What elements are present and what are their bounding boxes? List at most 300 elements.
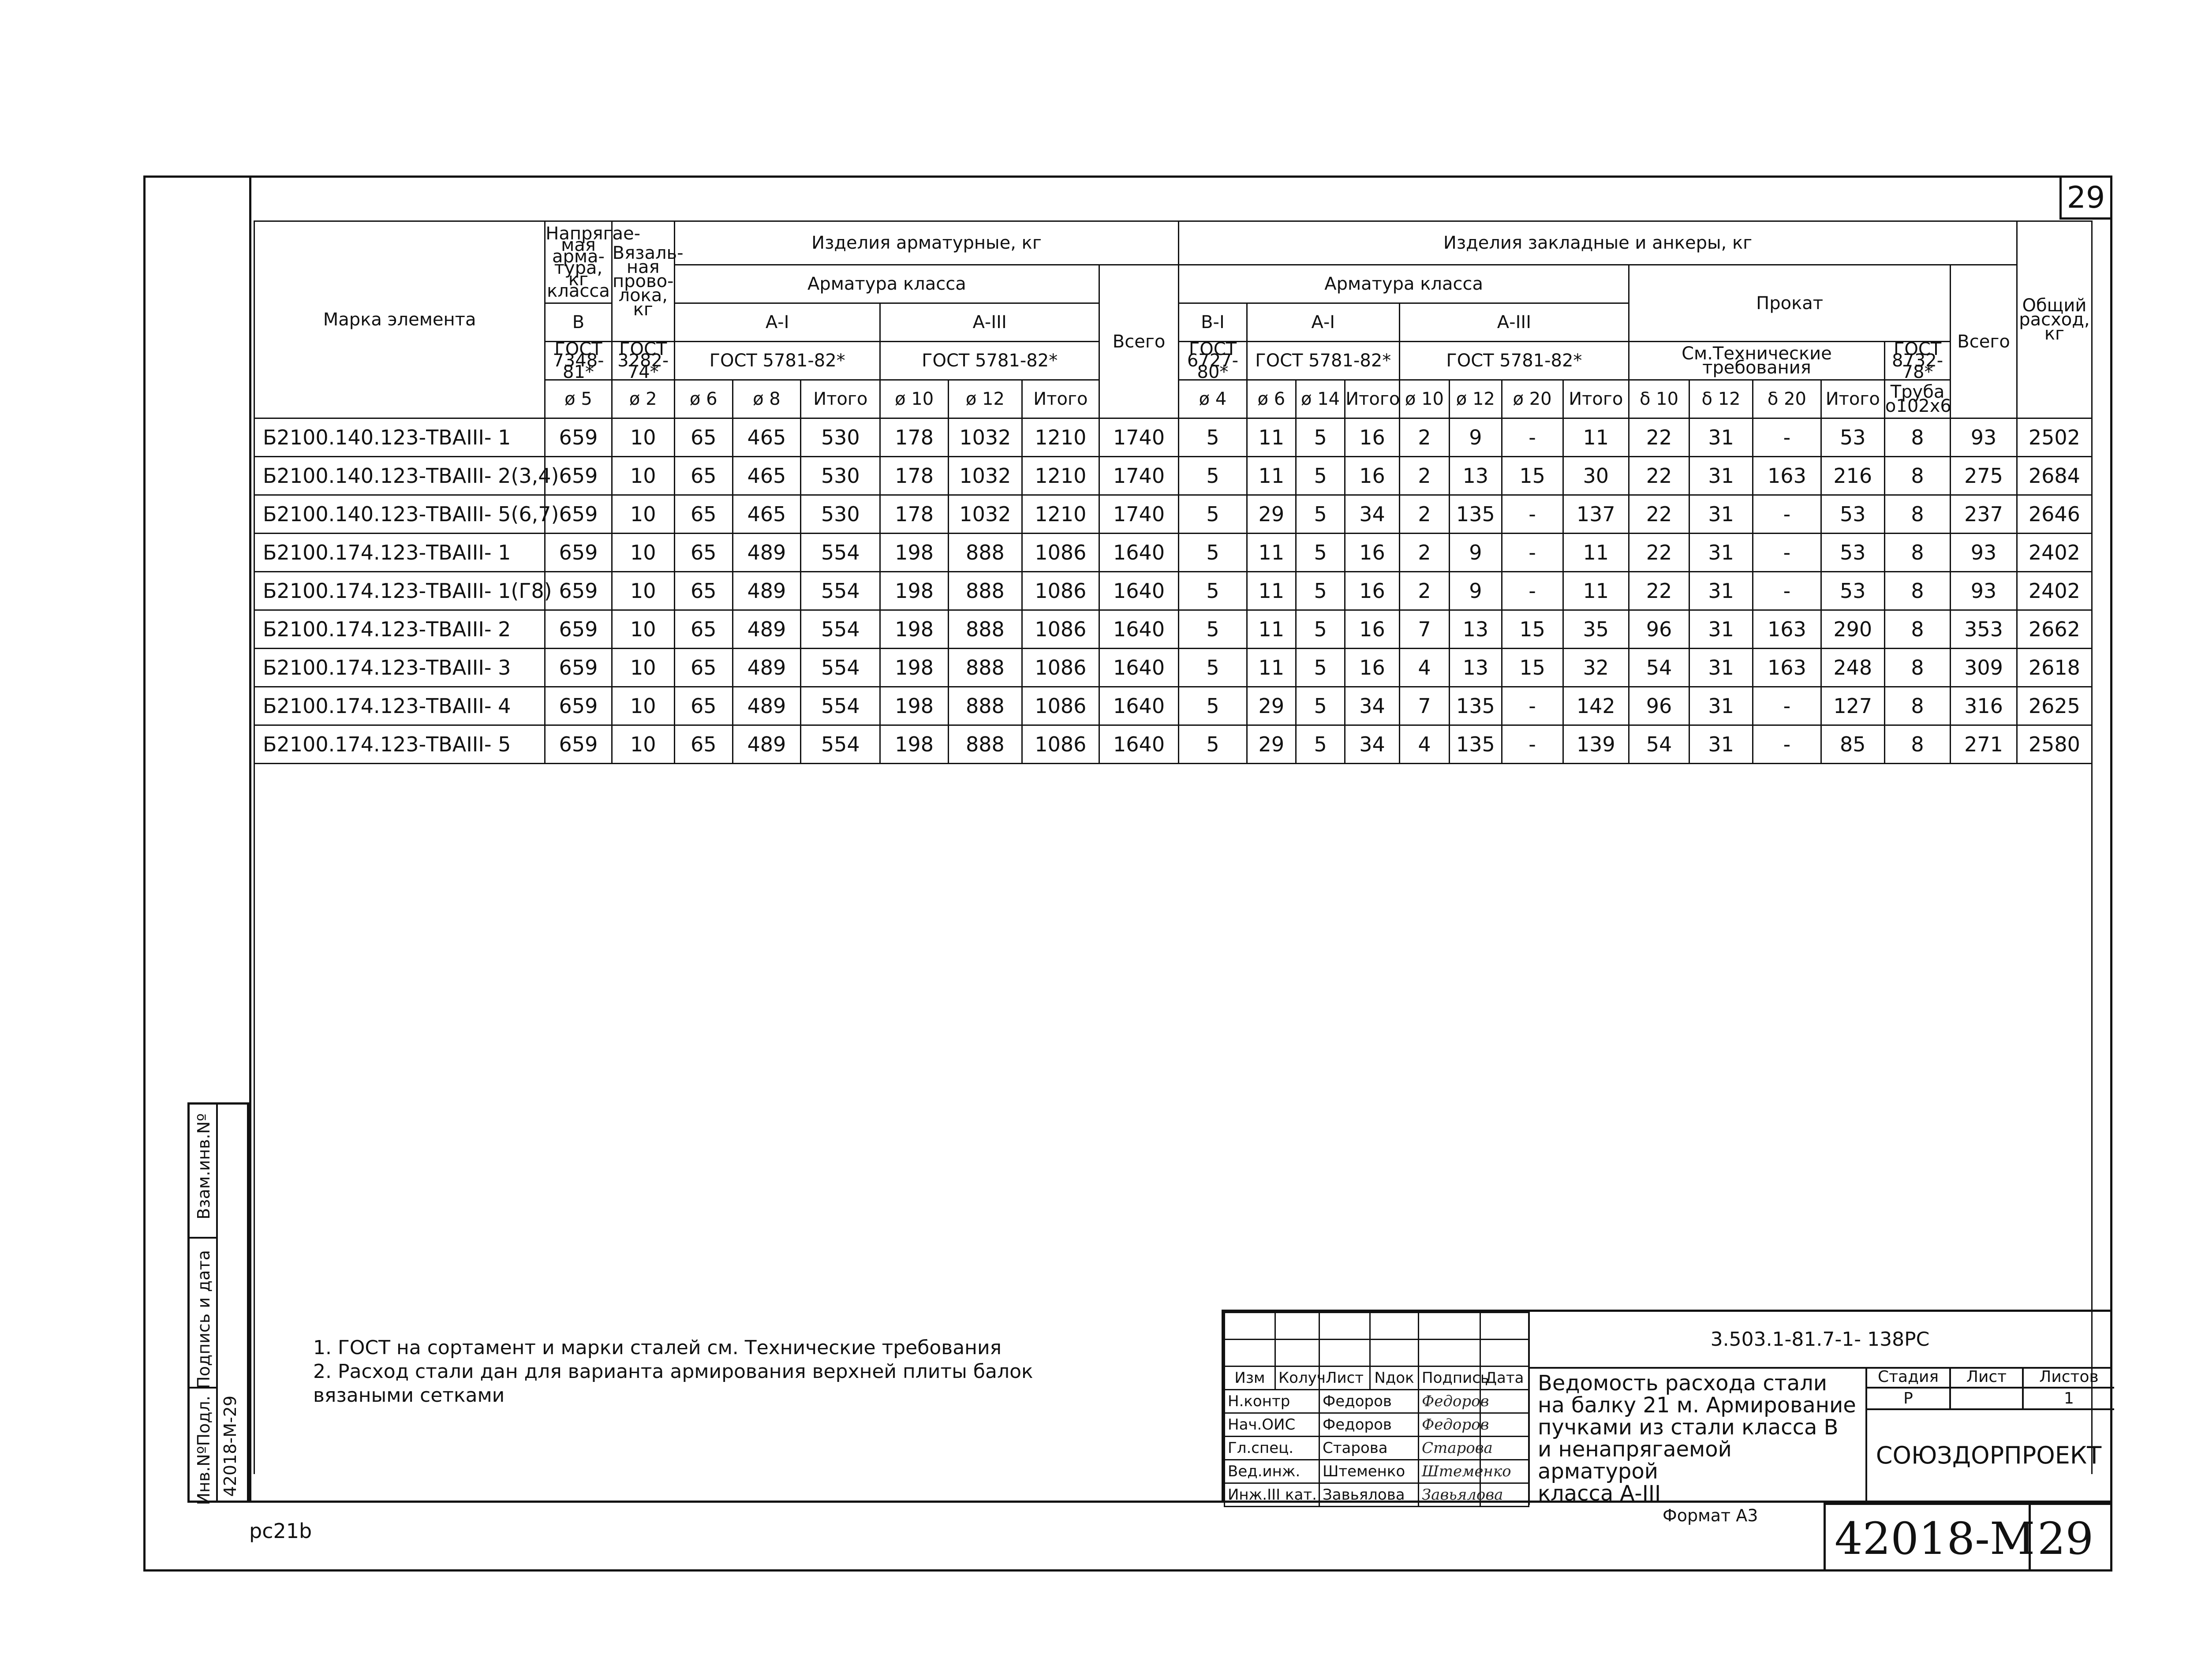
table-cell: 659 [545, 495, 612, 534]
table-cell: - [1502, 534, 1563, 572]
table-cell: 10 [612, 687, 674, 725]
note-2: 2. Расход стали дан для варианта армирования верхней плиты балок [313, 1360, 1033, 1383]
podpis-data-label: Подпись и дата [194, 1250, 213, 1389]
table-cell: 22 [1629, 495, 1689, 534]
header-sm-tech: См.Технические требования [1629, 342, 1884, 380]
table-cell: 9 [1450, 534, 1502, 572]
table-cell: 2580 [2017, 725, 2092, 764]
table-cell: 198 [880, 610, 949, 649]
table-cell: 16 [1345, 457, 1400, 495]
header-diameter: ø 10 [1399, 380, 1449, 418]
table-cell: 65 [674, 534, 733, 572]
stamp-head-koluch: Колуч [1275, 1366, 1319, 1390]
table-cell: 65 [674, 610, 733, 649]
table-cell: 2402 [2017, 572, 2092, 610]
header-diameter: Итого [801, 380, 880, 418]
table-cell: 489 [733, 725, 801, 764]
stamp-name: Федоров [1319, 1413, 1419, 1437]
organization-name: СОЮЗДОРПРОЕКТ [1865, 1410, 2110, 1501]
table-cell: 96 [1629, 610, 1689, 649]
stamp-name: Старова [1319, 1437, 1419, 1460]
table-cell: 8 [1884, 725, 1950, 764]
table-cell: 489 [733, 649, 801, 687]
table-cell: 15 [1502, 457, 1563, 495]
header-diameter: ø 14 [1296, 380, 1345, 418]
inv-podl-label: Инв.NºПодл. [194, 1396, 213, 1505]
table-cell: - [1753, 418, 1821, 457]
header-diameter: Итого [1022, 380, 1099, 418]
header-gost6727: ГОСТ 6727-80* [1179, 342, 1247, 380]
table-cell: 85 [1821, 725, 1884, 764]
header-arm-klassa: Арматура класса [674, 265, 1099, 303]
table-cell: 22 [1629, 572, 1689, 610]
table-cell: 65 [674, 649, 733, 687]
header-vsego1: Всего [1099, 265, 1178, 418]
table-cell: 1640 [1099, 687, 1178, 725]
table-cell: 1032 [948, 418, 1022, 457]
table-row [254, 725, 2092, 764]
table-cell: 5 [1296, 572, 1345, 610]
table-cell: 142 [1563, 687, 1629, 725]
table-cell: 554 [801, 534, 880, 572]
table-cell: 22 [1629, 457, 1689, 495]
table-cell: 2646 [2017, 495, 2092, 534]
table-cell: 530 [801, 495, 880, 534]
bottom-code: 42018-М [1835, 1513, 2035, 1564]
bottom-code-box [1824, 1503, 2112, 1572]
table-cell: 888 [948, 610, 1022, 649]
table-cell: 275 [1951, 457, 2017, 495]
table-cell: 178 [880, 495, 949, 534]
table-cell: - [1502, 418, 1563, 457]
table-cell: 10 [612, 610, 674, 649]
table-cell: 2 [1399, 457, 1449, 495]
table-cell: 5 [1179, 418, 1247, 457]
header-diameter: ø 20 [1502, 380, 1563, 418]
header-AI2: А-I [1247, 303, 1399, 342]
table-cell: 11 [1563, 418, 1629, 457]
table-row [254, 495, 2092, 534]
table-cell: 31 [1689, 457, 1753, 495]
table-cell: 29 [1247, 725, 1296, 764]
table-cell: 31 [1689, 534, 1753, 572]
table-cell: 2625 [2017, 687, 2092, 725]
table-cell: 1640 [1099, 534, 1178, 572]
header-diameter: ø 4 [1179, 380, 1247, 418]
table-cell: 96 [1629, 687, 1689, 725]
signature-mark: Федоров [1419, 1413, 1480, 1437]
header-izd-arm: Изделия арматурные, кг [674, 221, 1178, 265]
table-row [254, 572, 2092, 610]
title-line: Ведомость расхода стали [1538, 1371, 1828, 1396]
table-cell: 530 [801, 457, 880, 495]
table-cell: 198 [880, 534, 949, 572]
table-cell: 5 [1296, 495, 1345, 534]
table-cell: 309 [1951, 649, 2017, 687]
table-cell: 8 [1884, 418, 1950, 457]
header-BI: В-I [1179, 303, 1247, 342]
header-diameter: ø 12 [948, 380, 1022, 418]
table-cell: 10 [612, 534, 674, 572]
table-cell: 5 [1296, 725, 1345, 764]
table-cell: 32 [1563, 649, 1629, 687]
header-gost7348: ГОСТ 7348-81* [545, 342, 612, 380]
table-cell: 11 [1247, 534, 1296, 572]
table-row [254, 534, 2092, 572]
format-label: Формат А3 [1663, 1506, 1758, 1525]
table-cell: 135 [1450, 687, 1502, 725]
table-cell: 659 [545, 534, 612, 572]
table-cell: 5 [1296, 457, 1345, 495]
table-cell: 198 [880, 725, 949, 764]
table-cell: 53 [1821, 418, 1884, 457]
stage-value: Р [1867, 1389, 1951, 1410]
stamp-name: Федоров [1319, 1390, 1419, 1413]
table-cell: 888 [948, 572, 1022, 610]
table-cell: 9 [1450, 418, 1502, 457]
table-cell: 659 [545, 725, 612, 764]
header-B: В [545, 303, 612, 342]
table-cell: 198 [880, 572, 949, 610]
table-cell: 1032 [948, 495, 1022, 534]
document-code: 3.503.1-81.7-1- 138РС [1528, 1312, 2110, 1369]
table-cell: 271 [1951, 725, 2017, 764]
table-cell: 198 [880, 649, 949, 687]
header-diameter: Итого [1345, 380, 1400, 418]
table-cell: 163 [1753, 649, 1821, 687]
table-cell: 659 [545, 649, 612, 687]
table-cell: 659 [545, 457, 612, 495]
element-mark: Б2100.174.123-ТВАIII- 4 [254, 687, 545, 725]
stamp-role: Н.контр [1225, 1390, 1319, 1413]
table-cell: 8 [1884, 572, 1950, 610]
table-cell: - [1502, 495, 1563, 534]
table-cell: 1640 [1099, 649, 1178, 687]
stage-label: Стадия [1867, 1367, 1951, 1389]
header-gost3282: ГОСТ 3282-74* [612, 342, 674, 380]
table-cell: 31 [1689, 687, 1753, 725]
table-cell: 216 [1821, 457, 1884, 495]
header-AIII: А-III [880, 303, 1099, 342]
table-cell: 8 [1884, 495, 1950, 534]
side-stamp-strip [187, 1102, 249, 1503]
table-cell: - [1753, 687, 1821, 725]
element-mark: Б2100.140.123-ТВАIII- 5(6,7) [254, 495, 545, 534]
table-cell: 5 [1179, 725, 1247, 764]
table-cell: 65 [674, 687, 733, 725]
table-cell: 659 [545, 610, 612, 649]
table-cell: 5 [1179, 649, 1247, 687]
table-cell: 15 [1502, 649, 1563, 687]
table-cell: 11 [1563, 572, 1629, 610]
header-diameter: δ 20 [1753, 380, 1821, 418]
table-cell: 8 [1884, 610, 1950, 649]
title-block [1222, 1310, 2112, 1506]
sheet-label: Лист [1951, 1367, 2024, 1389]
table-cell: 5 [1296, 649, 1345, 687]
table-cell: 554 [801, 725, 880, 764]
table-cell: 10 [612, 418, 674, 457]
header-vsego2: Всего [1951, 265, 2017, 418]
table-cell: 888 [948, 649, 1022, 687]
table-cell: 5 [1179, 610, 1247, 649]
table-cell: 16 [1345, 534, 1400, 572]
table-cell: 163 [1753, 457, 1821, 495]
table-cell: 137 [1563, 495, 1629, 534]
table-cell: 10 [612, 649, 674, 687]
table-cell: 489 [733, 610, 801, 649]
element-mark: Б2100.174.123-ТВАIII- 2 [254, 610, 545, 649]
table-cell: 29 [1247, 687, 1296, 725]
table-cell: 465 [733, 418, 801, 457]
notes-block [313, 1336, 1033, 1407]
header-AI: А-I [674, 303, 880, 342]
table-cell: 198 [880, 687, 949, 725]
table-cell: 1740 [1099, 418, 1178, 457]
element-mark: Б2100.174.123-ТВАIII- 1(Г8) [254, 572, 545, 610]
stamp-role: Гл.спец. [1225, 1437, 1319, 1460]
table-cell: 290 [1821, 610, 1884, 649]
table-cell: 237 [1951, 495, 2017, 534]
table-cell: 8 [1884, 687, 1950, 725]
table-cell: 5 [1296, 534, 1345, 572]
table-cell: 1740 [1099, 495, 1178, 534]
table-cell: 35 [1563, 610, 1629, 649]
table-row [254, 649, 2092, 687]
table-cell: - [1502, 687, 1563, 725]
table-cell: 178 [880, 457, 949, 495]
table-cell: 465 [733, 495, 801, 534]
table-cell: 4 [1399, 725, 1449, 764]
title-line: класса А-III [1538, 1481, 1661, 1506]
header-diameter: δ 12 [1689, 380, 1753, 418]
header-gost5781d: ГОСТ 5781-82* [1399, 342, 1629, 380]
table-cell: 1086 [1022, 534, 1099, 572]
table-cell: 13 [1450, 610, 1502, 649]
table-cell: 7 [1399, 687, 1449, 725]
table-cell: 10 [612, 725, 674, 764]
table-cell: 353 [1951, 610, 2017, 649]
table-cell: 13 [1450, 649, 1502, 687]
signature-mark: Штеменко [1419, 1460, 1480, 1483]
table-cell: 248 [1821, 649, 1884, 687]
table-cell: - [1753, 534, 1821, 572]
table-cell: 1640 [1099, 572, 1178, 610]
table-cell: 22 [1629, 534, 1689, 572]
table-cell: 16 [1345, 572, 1400, 610]
table-cell: 1086 [1022, 725, 1099, 764]
header-izd-zakl: Изделия закладные и анкеры, кг [1179, 221, 2017, 265]
table-cell: 163 [1753, 610, 1821, 649]
table-cell: 5 [1179, 687, 1247, 725]
table-cell: 53 [1821, 572, 1884, 610]
header-gost5781c: ГОСТ 5781-82* [1247, 342, 1399, 380]
stamp-role: Нач.ОИС [1225, 1413, 1319, 1437]
table-cell: 465 [733, 457, 801, 495]
signature-mark: Завьялова [1419, 1483, 1480, 1507]
stamp-head-data: Дата [1480, 1366, 1529, 1390]
stamp-head-izm: Изм [1225, 1366, 1275, 1390]
table-cell: - [1502, 572, 1563, 610]
header-gost8732: ГОСТ 8732-78* [1884, 342, 1950, 380]
header-diameter: ø 10 [880, 380, 949, 418]
sheets-label: Листов [2024, 1367, 2114, 1389]
sheet-number-top: 29 [2059, 175, 2112, 220]
table-cell: 135 [1450, 725, 1502, 764]
stamp-head-podpis: Подпись [1419, 1366, 1480, 1390]
table-cell: 1210 [1022, 457, 1099, 495]
table-cell: 8 [1884, 649, 1950, 687]
table-cell: 489 [733, 687, 801, 725]
table-cell: 31 [1689, 572, 1753, 610]
table-cell: 65 [674, 457, 733, 495]
title-line: на балку 21 м. Армирование [1538, 1393, 1856, 1418]
table-cell: 8 [1884, 457, 1950, 495]
table-cell: 31 [1689, 649, 1753, 687]
element-mark: Б2100.174.123-ТВАIII- 5 [254, 725, 545, 764]
sheet-value [1951, 1389, 2024, 1410]
table-cell: 1086 [1022, 687, 1099, 725]
table-cell: - [1753, 572, 1821, 610]
table-cell: 93 [1951, 534, 2017, 572]
header-diameter: ø 6 [1247, 380, 1296, 418]
header-gost5781a: ГОСТ 5781-82* [674, 342, 880, 380]
table-cell: 1210 [1022, 418, 1099, 457]
table-cell: 31 [1689, 610, 1753, 649]
header-vyaz: Вязаль-ная прово-лока, кг [612, 221, 674, 342]
stage-grid [1865, 1367, 2110, 1410]
table-cell: 93 [1951, 418, 2017, 457]
table-cell: 1032 [948, 457, 1022, 495]
signature-mark: Федоров [1419, 1390, 1480, 1413]
table-cell: 16 [1345, 649, 1400, 687]
table-cell: 31 [1689, 725, 1753, 764]
table-cell: 1086 [1022, 610, 1099, 649]
table-cell: 2662 [2017, 610, 2092, 649]
header-diameter: ø 2 [612, 380, 674, 418]
table-cell: 135 [1450, 495, 1502, 534]
header-gost5781b: ГОСТ 5781-82* [880, 342, 1099, 380]
table-cell: 5 [1179, 534, 1247, 572]
table-cell: 2618 [2017, 649, 2092, 687]
table-cell: - [1753, 495, 1821, 534]
table-cell: 53 [1821, 534, 1884, 572]
table-cell: 11 [1247, 649, 1296, 687]
document-title [1528, 1367, 1865, 1505]
table-cell: 554 [801, 572, 880, 610]
vzam-inv-label: Взам.инв.Nº [194, 1113, 213, 1220]
note-1: 1. ГОСТ на сортамент и марки сталей см. Технические требования [313, 1337, 1002, 1359]
table-cell: 53 [1821, 495, 1884, 534]
table-cell: 54 [1629, 725, 1689, 764]
table-cell: - [1502, 725, 1563, 764]
note-3: вязаными сетками [313, 1384, 505, 1407]
table-cell: 54 [1629, 649, 1689, 687]
table-cell: 5 [1179, 495, 1247, 534]
header-AIII2: А-III [1399, 303, 1629, 342]
table-cell: 888 [948, 687, 1022, 725]
table-row [254, 687, 2092, 725]
table-cell: 9 [1450, 572, 1502, 610]
table-cell: 5 [1296, 418, 1345, 457]
table-cell: 11 [1247, 572, 1296, 610]
table-cell: 2 [1399, 418, 1449, 457]
table-cell: 139 [1563, 725, 1629, 764]
table-cell: 316 [1951, 687, 2017, 725]
table-cell: 489 [733, 534, 801, 572]
title-line: и ненапрягаемой арматурой [1538, 1437, 1732, 1484]
table-cell: 31 [1689, 495, 1753, 534]
header-diameter: ø 8 [733, 380, 801, 418]
table-cell: 15 [1502, 610, 1563, 649]
table-cell: 65 [674, 495, 733, 534]
table-cell: 1740 [1099, 457, 1178, 495]
table-cell: 5 [1296, 687, 1345, 725]
table-cell: 10 [612, 495, 674, 534]
table-cell: 93 [1951, 572, 2017, 610]
table-cell: 34 [1345, 495, 1400, 534]
steel-spec-table [254, 220, 2093, 1474]
table-cell: 4 [1399, 649, 1449, 687]
table-cell: 2402 [2017, 534, 2092, 572]
stamp-name: Штеменко [1319, 1460, 1419, 1483]
table-cell: 2 [1399, 572, 1449, 610]
table-cell: 34 [1345, 725, 1400, 764]
table-cell: 554 [801, 610, 880, 649]
header-prokat: Прокат [1629, 265, 1950, 342]
table-cell: 554 [801, 649, 880, 687]
table-row [254, 610, 2092, 649]
table-cell: - [1753, 725, 1821, 764]
stamp-role: Вед.инж. [1225, 1460, 1319, 1483]
table-cell: 16 [1345, 418, 1400, 457]
table-cell: 2 [1399, 495, 1449, 534]
table-cell: 5 [1179, 572, 1247, 610]
table-cell: 2502 [2017, 418, 2092, 457]
table-cell: 29 [1247, 495, 1296, 534]
table-cell: 11 [1247, 457, 1296, 495]
table-cell: 8 [1884, 534, 1950, 572]
table-cell: 1640 [1099, 610, 1178, 649]
element-mark: Б2100.174.123-ТВАIII- 3 [254, 649, 545, 687]
table-cell: 888 [948, 534, 1022, 572]
table-cell: 65 [674, 418, 733, 457]
stamp-role: Инж.III кат. [1225, 1483, 1319, 1507]
header-diameter: δ 10 [1629, 380, 1689, 418]
table-cell: 659 [545, 687, 612, 725]
bottom-page: 29 [2037, 1513, 2094, 1564]
header-diameter: ø 6 [674, 380, 733, 418]
header-diameter: Итого [1821, 380, 1884, 418]
header-diameter: ø 12 [1450, 380, 1502, 418]
table-cell: 2 [1399, 534, 1449, 572]
table-cell: 31 [1689, 418, 1753, 457]
stamp-head-list: Лист [1319, 1366, 1370, 1390]
table-cell: 659 [545, 572, 612, 610]
table-cell: 22 [1629, 418, 1689, 457]
table-cell: 5 [1296, 610, 1345, 649]
table-cell: 30 [1563, 457, 1629, 495]
table-cell: 554 [801, 687, 880, 725]
signature-mark: Старова [1419, 1437, 1480, 1460]
header-diameter: Итого [1563, 380, 1629, 418]
table-cell: 178 [880, 418, 949, 457]
sheets-value: 1 [2024, 1389, 2114, 1410]
table-cell: 16 [1345, 610, 1400, 649]
table-cell: 65 [674, 572, 733, 610]
stamp-head-ndok: Nдок [1370, 1366, 1419, 1390]
table-cell: 7 [1399, 610, 1449, 649]
